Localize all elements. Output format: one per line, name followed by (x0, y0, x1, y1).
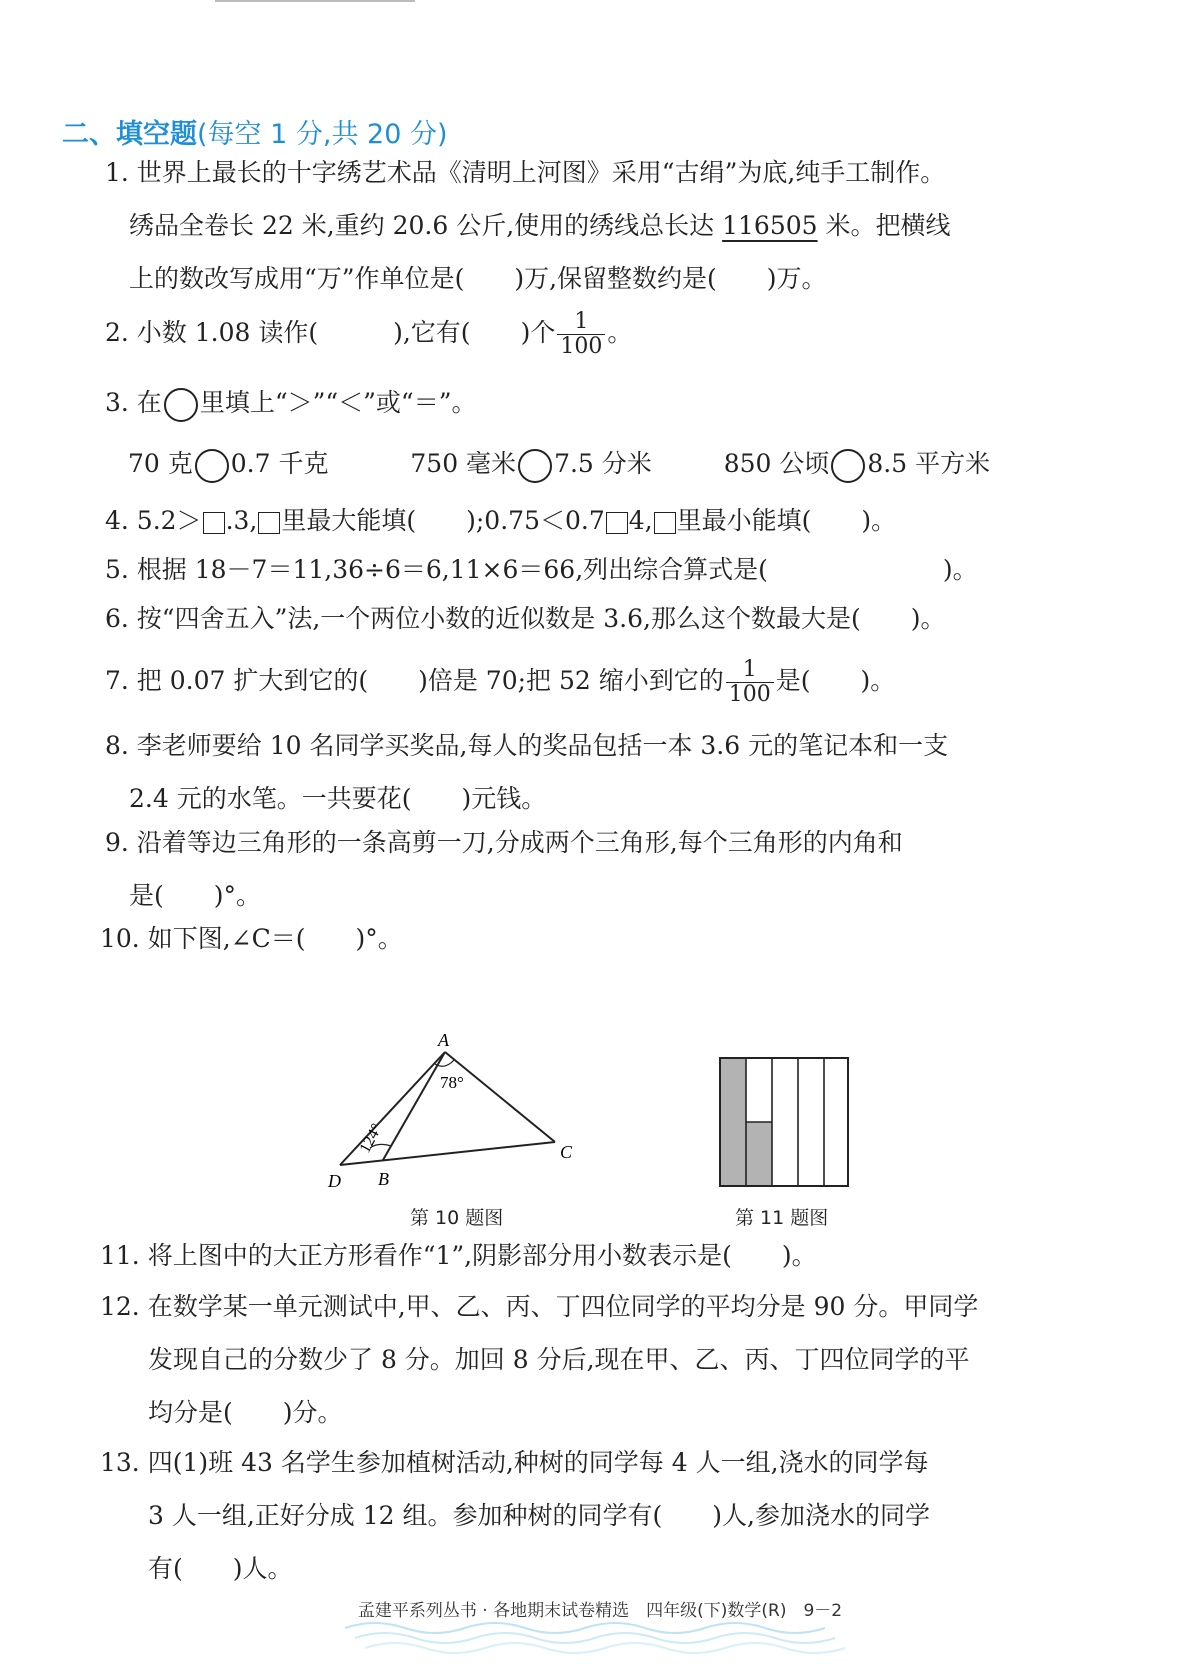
fraction-1-100: $\frac{1}{100}$ (726, 658, 774, 707)
question-4: 4. 5.2＞ .3, 里最大能填( );0.75＜0.7 4, 里最小能填( )。 (105, 506, 897, 535)
top-rule (215, 0, 415, 2)
figure-10-triangle (320, 1030, 580, 1190)
question-8: 8. 李老师要给 10 名同学买奖品,每人的奖品包括一本 3.6 元的笔记本和一支 2.4 元的水笔。一共要花( )元钱。 (105, 731, 949, 813)
label-B: B (378, 1169, 389, 1189)
shade-full-strip (720, 1058, 746, 1186)
q3-compare-row: 70 克 0.7 千克 750 毫米 7.5 分米 850 公顷 8.5 平方米 (128, 437, 990, 490)
question-7: 7. 把 0.07 扩大到它的( )倍是 70;把 52 缩小到它的 $\frac{1}{100}$ 是( )。 (105, 657, 896, 707)
circle-blank (518, 449, 552, 483)
question-1 (105, 146, 951, 305)
q1-underlined-number: 116505 (722, 211, 818, 240)
question-12: 12. 在数学某一单元测试中,甲、乙、丙、丁四位同学的平均分是 90 分。甲同学 发现自己的分数少了 8 分。加回 8 分后,现在甲、乙、丙、丁四位同学的平 均分是( )分。 (100, 1292, 979, 1427)
angle-78: 78° (440, 1073, 464, 1092)
section-title-main: 二、填空题 (62, 119, 197, 150)
label-D: D (328, 1171, 341, 1190)
label-C: C (560, 1142, 573, 1162)
question-11: 11. 将上图中的大正方形看作“1”,阴影部分用小数表示是( )。 (100, 1241, 817, 1270)
question-6: 6. 按“四舍五入”法,一个两位小数的近似数是 3.6,那么这个数最大是( )。 (105, 604, 946, 633)
figure-11-square (718, 1056, 852, 1190)
square-blank (654, 512, 676, 534)
page-footer: 孟建平系列丛书 · 各地期末试卷精选 四年级(下)数学(R) 9－2 (357, 1601, 843, 1621)
q1-line3: 上的数改写成用“万”作单位是( )万,保留整数约是( )万。 (129, 264, 827, 293)
shade-half-strip (746, 1122, 772, 1186)
figure-10-caption: 第 10 题图 (410, 1207, 504, 1229)
circle-blank (164, 388, 198, 422)
figure-11-caption: 第 11 题图 (735, 1207, 829, 1229)
question-10: 10. 如下图,∠C＝( )°。 (100, 924, 403, 953)
question-9: 9. 沿着等边三角形的一条高剪一刀,分成两个三角形,每个三角形的内角和 是( )°。 (105, 828, 903, 910)
footer-wave-decoration (345, 1618, 865, 1658)
square-blank (203, 512, 225, 534)
question-3: 3. 在 里填上“＞”“＜”或“＝”。 (105, 376, 477, 429)
question-2: 2. 小数 1.08 读作( ),它有( )个 $\frac{1}{100}$ 。 (105, 309, 633, 359)
circle-blank (831, 449, 865, 483)
square-blank (606, 512, 628, 534)
question-5: 5. 根据 18－7＝11,36÷6＝6,11×6＝66,列出综合算式是( )。 (105, 555, 978, 584)
question-13: 13. 四(1)班 43 名学生参加植树活动,种树的同学每 4 人一组,浇水的同学每 3 人一组,正好分成 12 组。参加种树的同学有( )人,参加浇水的同学 有( )人。 (100, 1448, 930, 1583)
label-A: A (438, 1030, 449, 1050)
section-title-note: (每空 1 分,共 20 分) (197, 119, 448, 150)
q1-line1: 1. 世界上最长的十字绣艺术品《清明上河图》采用“古绢”为底,纯手工制作。 (105, 158, 946, 187)
fraction-1-100: $\frac{1}{100}$ (557, 310, 605, 359)
angle-124: 124° (356, 1121, 386, 1156)
square-blank (258, 512, 280, 534)
circle-blank (195, 449, 229, 483)
q1-line2: 绣品全卷长 22 米,重约 20.6 公斤,使用的绣线总长达 116505 米。把横线 (129, 211, 951, 240)
